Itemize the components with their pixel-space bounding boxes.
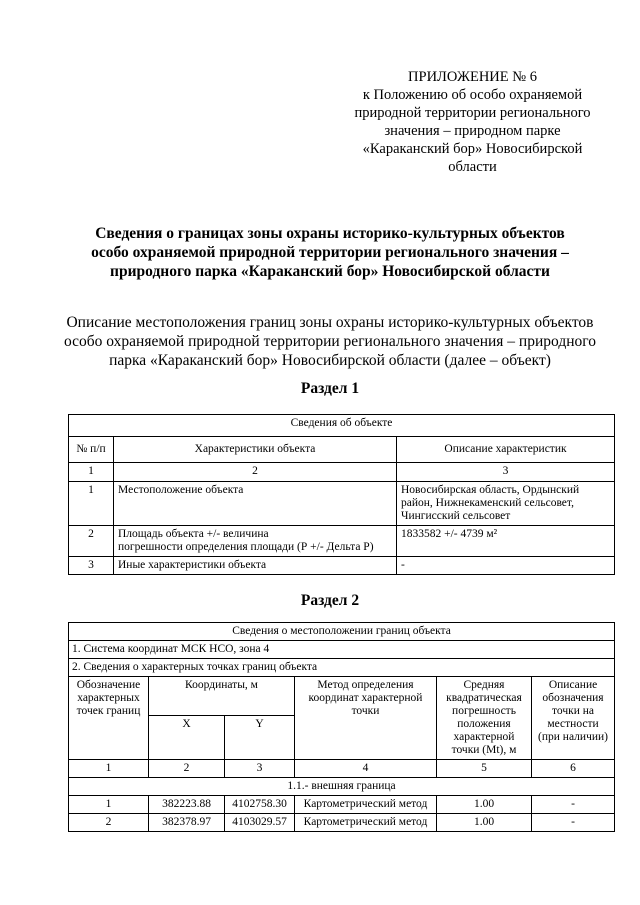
cell-line: Чингисский сельсовет (401, 510, 511, 522)
cell-line: положения (457, 718, 511, 730)
row-characteristic (114, 482, 397, 526)
header-mean-error (437, 677, 532, 760)
cell-line: характерной (453, 731, 515, 743)
cell-line: погрешность (452, 705, 516, 717)
cell-line: координат характерной (308, 692, 423, 704)
object-table-title: Сведения об объекте (69, 415, 615, 437)
cell-line: точек границ (76, 705, 141, 717)
row-num: 2 (69, 526, 114, 557)
cell-line: Метод определения (317, 679, 414, 691)
table-row (69, 526, 615, 557)
appendix-line: природной территории регионального (354, 105, 591, 121)
appendix-line: области (448, 159, 497, 175)
row-characteristic (114, 526, 397, 557)
section-1-heading: Раздел 1 (300, 380, 360, 397)
cell-line: 1833582 +/- 4739 м² (401, 528, 498, 540)
col-number: 3 (397, 463, 615, 482)
point-id: 2 (69, 814, 149, 832)
point-id: 1 (69, 796, 149, 814)
col-number: 2 (114, 463, 397, 482)
point-note: - (532, 814, 615, 832)
point-y: 4103029.57 (225, 814, 295, 832)
cell-line: точки на (552, 705, 595, 717)
appendix-line: значения – природном парке (384, 123, 561, 139)
row-description (397, 557, 615, 575)
document-title (60, 224, 600, 281)
section-2-heading: Раздел 2 (300, 592, 360, 609)
cell-line: Иные характеристики объекта (118, 559, 267, 571)
col-number: 6 (532, 760, 615, 778)
col-number: 4 (295, 760, 437, 778)
table-row (69, 557, 615, 575)
cell-line: Площадь объекта +/- величина (118, 528, 269, 540)
cell-line: местности (547, 718, 599, 730)
appendix-line: ПРИЛОЖЕНИЕ № 6 (408, 69, 537, 85)
appendix-line: к Положению об особо охраняемой (362, 87, 583, 103)
cell-line: характерных (77, 692, 140, 704)
cell-line: Обозначение (76, 679, 141, 691)
description-line: особо охраняемой природной территории регионального значения – природного (64, 333, 596, 350)
table-row (69, 814, 615, 832)
header-num: № п/п (69, 437, 114, 463)
col-number: 5 (437, 760, 532, 778)
points-info-row: 2. Сведения о характерных точках границ объекта (69, 659, 615, 677)
header-x: X (149, 716, 225, 760)
description-line: Описание местоположения границ зоны охраны историко-культурных объектов (66, 314, 594, 331)
cell-line: (при наличии) (538, 731, 608, 743)
row-num: 3 (69, 557, 114, 575)
col-number: 2 (149, 760, 225, 778)
document-description (60, 313, 600, 370)
point-method: Картометрический метод (295, 814, 437, 832)
row-description (397, 482, 615, 526)
header-description: Описание характеристик (397, 437, 615, 463)
row-characteristic (114, 557, 397, 575)
point-mt: 1.00 (437, 814, 532, 832)
header-designation (69, 677, 149, 760)
cell-line: точки (Mt), м (451, 744, 517, 756)
row-num: 1 (69, 482, 114, 526)
title-line: Сведения о границах зоны охраны историко-культурных объектов (95, 225, 565, 242)
cell-line: погрешности определения площади (Р +/- Дельта Р) (118, 541, 374, 553)
point-method: Картометрический метод (295, 796, 437, 814)
point-mt: 1.00 (437, 796, 532, 814)
cell-line: Средняя (463, 679, 505, 691)
cell-line: обозначения (542, 692, 604, 704)
col-number: 3 (225, 760, 295, 778)
boundary-table-title: Сведения о местоположении границ объекта (69, 623, 615, 641)
table-row (69, 482, 615, 526)
appendix-header (330, 68, 615, 176)
object-info-table (68, 414, 615, 575)
col-number: 1 (69, 760, 149, 778)
table-row (69, 796, 615, 814)
point-x: 382378.97 (149, 814, 225, 832)
appendix-line: «Караканский бор» Новосибирской (362, 141, 583, 157)
cell-line: район, Нижнекаменский сельсовет, (401, 497, 574, 509)
header-point-description (532, 677, 615, 760)
title-line: природного парка «Караканский бор» Новосибирской области (110, 263, 550, 280)
point-x: 382223.88 (149, 796, 225, 814)
cell-line: Местоположение объекта (118, 484, 244, 496)
row-description (397, 526, 615, 557)
point-note: - (532, 796, 615, 814)
header-method (295, 677, 437, 760)
title-line: особо охраняемой природной территории регионального значения – (91, 244, 569, 261)
header-characteristic: Характеристики объекта (114, 437, 397, 463)
point-y: 4102758.30 (225, 796, 295, 814)
description-line: парка «Караканский бор» Новосибирской области (далее – объект) (109, 352, 551, 369)
cell-line: Новосибирская область, Ордынский (401, 484, 580, 496)
coordinate-system-row: 1. Система координат МСК НСО, зона 4 (69, 641, 615, 659)
col-number: 1 (69, 463, 114, 482)
cell-line: точки (351, 705, 380, 717)
cell-line: квадратическая (446, 692, 522, 704)
cell-line: Описание (548, 679, 598, 691)
header-coordinates: Координаты, м (149, 677, 295, 716)
cell-line: - (401, 559, 405, 571)
header-y: Y (225, 716, 295, 760)
boundary-label-row: 1.1.- внешняя граница (69, 778, 615, 796)
boundary-points-table (68, 622, 615, 832)
